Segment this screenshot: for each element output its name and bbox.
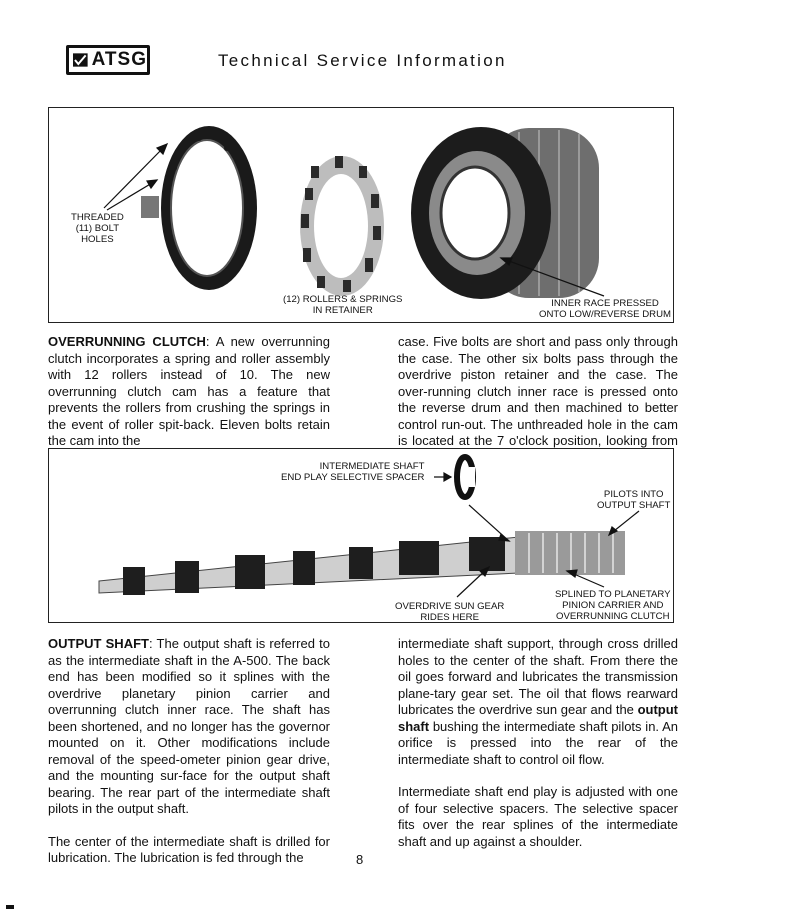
clutch-cam-ring bbox=[141, 126, 257, 290]
intermediate-shaft-figure bbox=[48, 448, 674, 623]
output-shaft-text-left: OUTPUT SHAFT: The output shaft is referred to as the intermediate shaft in the A-500. The back end has been modified so it splines with the overdrive planetary pinion carrier and overrunning clutch inner race. The shaft has been shortened, and no longer has the governor mounted on it. Other modifications include removal of the speed-ometer pinion gear drive, and the mounting sur-face for the output shaft bearing. The rear part of the intermediate shaft pilots in the output shaft. The center of the intermediate shaft is drilled for lubrication. The lubrication is fed through the bbox=[48, 636, 330, 865]
logo-text: ATSG bbox=[91, 49, 147, 70]
splined-label: SPLINED TO PLANETARY PINION CARRIER AND OVERRUNNING CLUTCH bbox=[555, 589, 671, 622]
sun-gear-label: OVERDRIVE SUN GEAR RIDES HERE bbox=[395, 601, 505, 623]
inner-race-label: INNER RACE PRESSED ONTO LOW/REVERSE DRUM bbox=[539, 298, 672, 320]
scan-mark bbox=[6, 905, 14, 909]
roller-retainer bbox=[300, 156, 384, 296]
overrunning-clutch-text-left: OVERRUNNING CLUTCH: A new overrunning clutch incorporates a spring and roller assembly with 12 rollers instead of 10. The new overrunning clutch cam has a feature that prevents the rollers from crushing the springs in the event of roller spit-back. Eleven bolts retain the cam into the bbox=[48, 334, 330, 448]
intermediate-shaft bbox=[99, 531, 625, 595]
overrunning-clutch-text-right: case. Five bolts are short and pass only through the case. The other six bolts pass through the overdrive piston retainer and the case. The over-running clutch inner race is pressed onto the reverse drum and then machined to better control run-out. The unthreaded hole in the cam is located at the 7 o'clock position, looking from bbox=[398, 334, 678, 448]
page-title: Technical Service Information bbox=[218, 51, 507, 70]
page-number: 8 bbox=[356, 852, 364, 867]
selective-spacer-label: INTERMEDIATE SHAFT END PLAY SELECTIVE SPACER bbox=[281, 461, 425, 483]
checkmark-logo-icon bbox=[73, 50, 88, 70]
low-reverse-drum bbox=[411, 127, 599, 299]
clutch-parts-illustration bbox=[49, 108, 675, 324]
output-shaft-text-right: intermediate shaft support, through cross drilled holes to the center of the shaft. From there the oil goes forward and lubricates the transmission plane-tary gear set. The oil that flows rearward lubricates the overdrive sun gear and the output shaft bushing the intermediate shaft pilots in. An orifice is pressed into the rear of the intermediate shaft to control oil flow. Intermediate shaft end play is adjusted with one of four selective spacers. The selective spacer fits over the rear splines of the intermediate shaft and up against a shoulder. bbox=[398, 636, 678, 849]
selective-spacer bbox=[457, 457, 475, 497]
overrunning-clutch-figure bbox=[48, 107, 674, 323]
threaded-holes-label: THREADED (11) BOLT HOLES bbox=[71, 212, 124, 245]
section-heading-overrunning-clutch: OVERRUNNING CLUTCH bbox=[48, 334, 206, 349]
pilots-into-output-label: PILOTS INTO OUTPUT SHAFT bbox=[597, 489, 671, 511]
atsg-logo bbox=[66, 45, 150, 75]
rollers-springs-label: (12) ROLLERS & SPRINGS IN RETAINER bbox=[283, 294, 403, 316]
section-heading-output-shaft: OUTPUT SHAFT bbox=[48, 636, 149, 651]
